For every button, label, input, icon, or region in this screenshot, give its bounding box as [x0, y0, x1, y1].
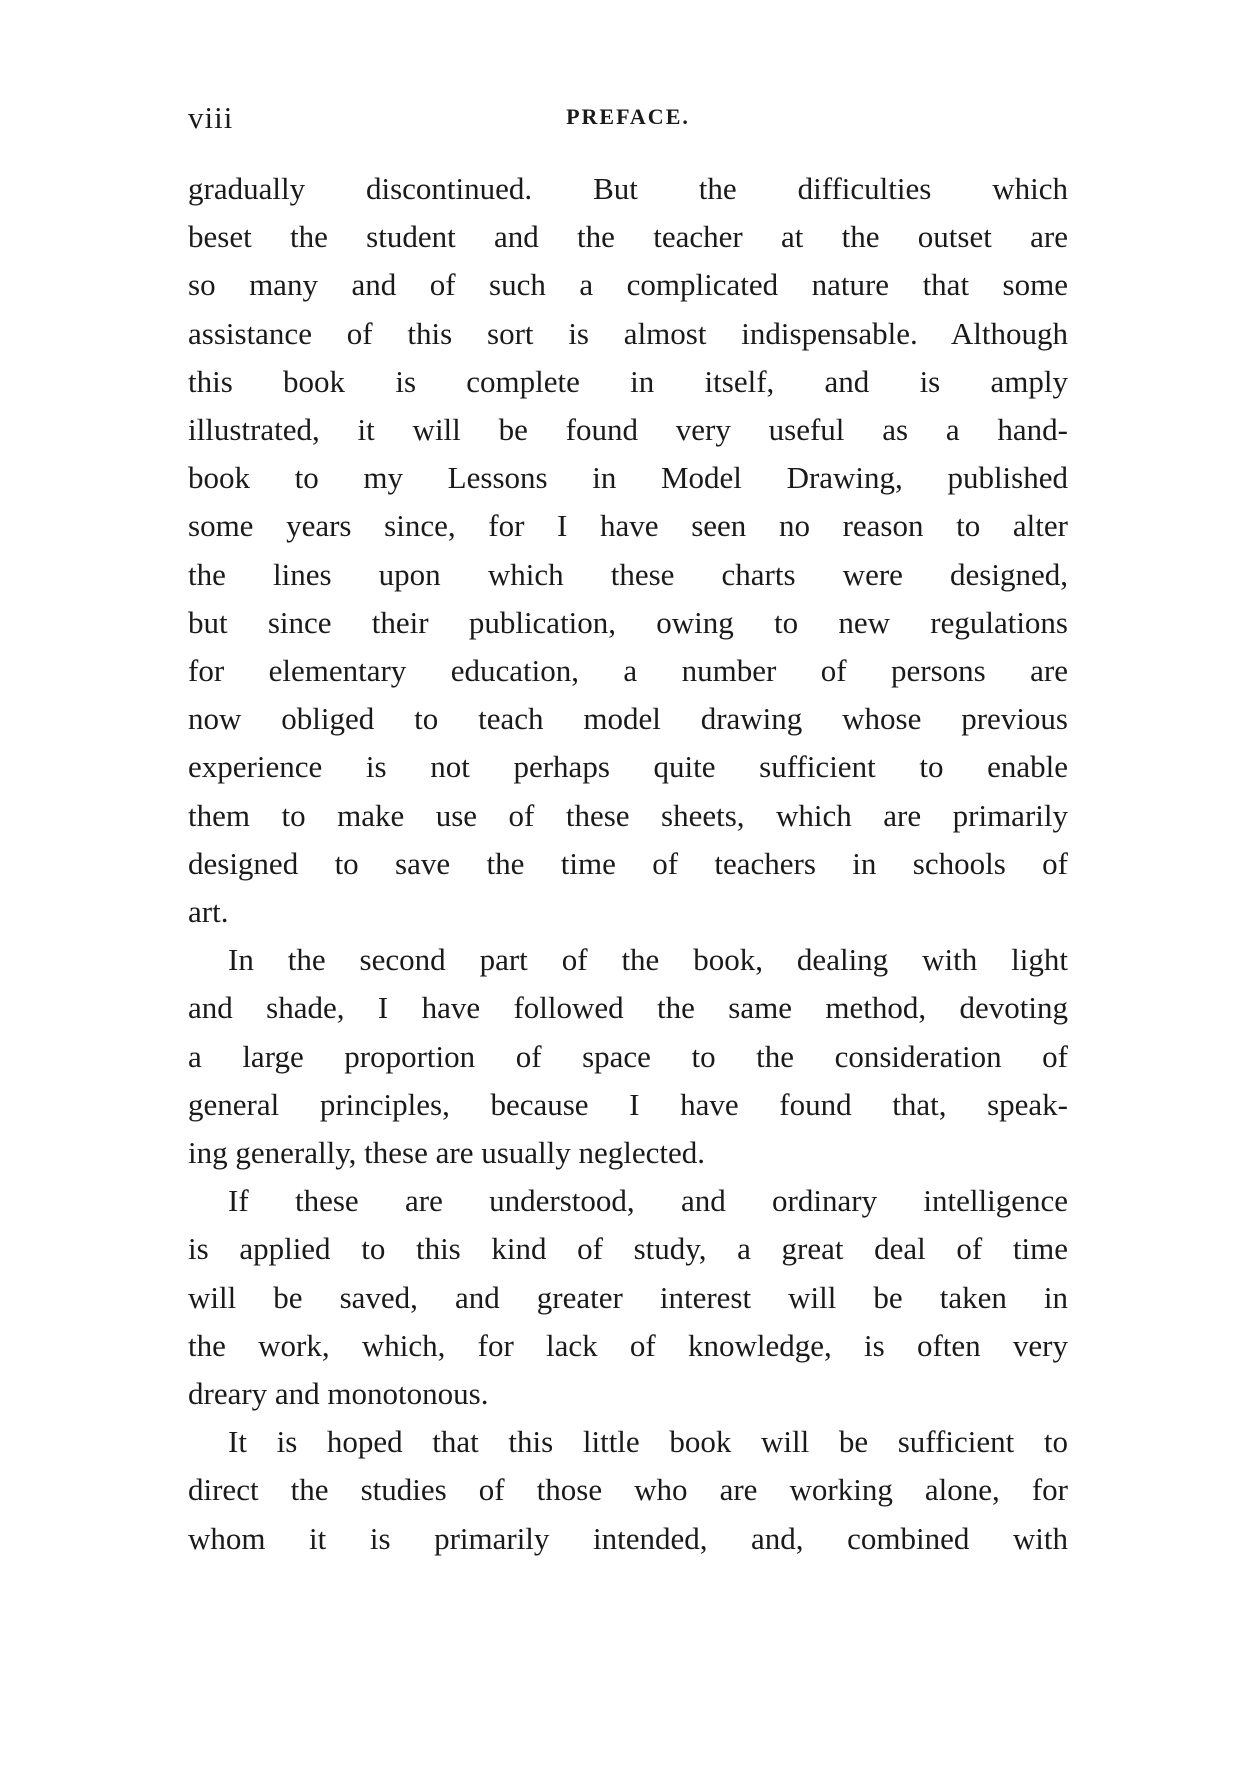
text-line: a large proportion of space to the consideration of — [188, 1038, 1068, 1074]
text-line: art. — [188, 894, 229, 930]
paragraph — [188, 936, 1068, 1177]
text-line: direct the studies of those who are working alone, for — [188, 1472, 1068, 1508]
text-line: beset the student and the teacher at the outset are — [188, 219, 1068, 255]
text-line: ing generally, these are usually neglected. — [188, 1135, 706, 1171]
text-line: illustrated, it will be found very useful as a hand- — [188, 412, 1068, 448]
text-line: assistance of this sort is almost indispensable. Although — [188, 315, 1068, 351]
text-line: for elementary education, a number of persons are — [188, 653, 1068, 689]
paragraph — [188, 1177, 1068, 1418]
running-title: PREFACE. — [566, 104, 690, 129]
text-line: general principles, because I have found that, speak- — [188, 1086, 1068, 1122]
text-line: and shade, I have followed the same method, devoting — [188, 990, 1068, 1026]
text-line: the work, which, for lack of knowledge, is often very — [188, 1327, 1068, 1363]
text-line: now obliged to teach model drawing whose previous — [188, 701, 1068, 737]
paragraph — [188, 1418, 1068, 1563]
body-text — [188, 165, 1068, 1563]
text-line: dreary and monotonous. — [188, 1376, 489, 1412]
text-line: some years since, for I have seen no reason to alter — [188, 508, 1068, 544]
text-line: designed to save the time of teachers in schools of — [188, 845, 1068, 881]
text-line: book to my Lessons in Model Drawing, published — [188, 460, 1068, 496]
text-line: If these are understood, and ordinary intelligence — [228, 1183, 1068, 1219]
text-line: them to make use of these sheets, which are primarily — [188, 797, 1068, 833]
page-number: viii — [188, 100, 234, 135]
text-line: In the second part of the book, dealing with light — [228, 942, 1068, 978]
running-head — [188, 100, 1068, 136]
text-line: gradually discontinued. But the difficulties which — [188, 171, 1068, 206]
text-line: experience is not perhaps quite sufficient to enable — [188, 749, 1068, 785]
text-line: this book is complete in itself, and is amply — [188, 363, 1068, 399]
text-line: the lines upon which these charts were designed, — [188, 556, 1068, 592]
text-line: so many and of such a complicated nature that some — [188, 267, 1068, 303]
text-line: is applied to this kind of study, a great deal of time — [188, 1231, 1068, 1267]
text-line: whom it is primarily intended, and, combined with — [188, 1520, 1068, 1556]
text-line: but since their publication, owing to new regulations — [188, 604, 1068, 640]
text-line: will be saved, and greater interest will be taken in — [188, 1279, 1068, 1315]
paragraph — [188, 165, 1068, 936]
text-line: It is hoped that this little book will be sufficient to — [228, 1424, 1068, 1460]
